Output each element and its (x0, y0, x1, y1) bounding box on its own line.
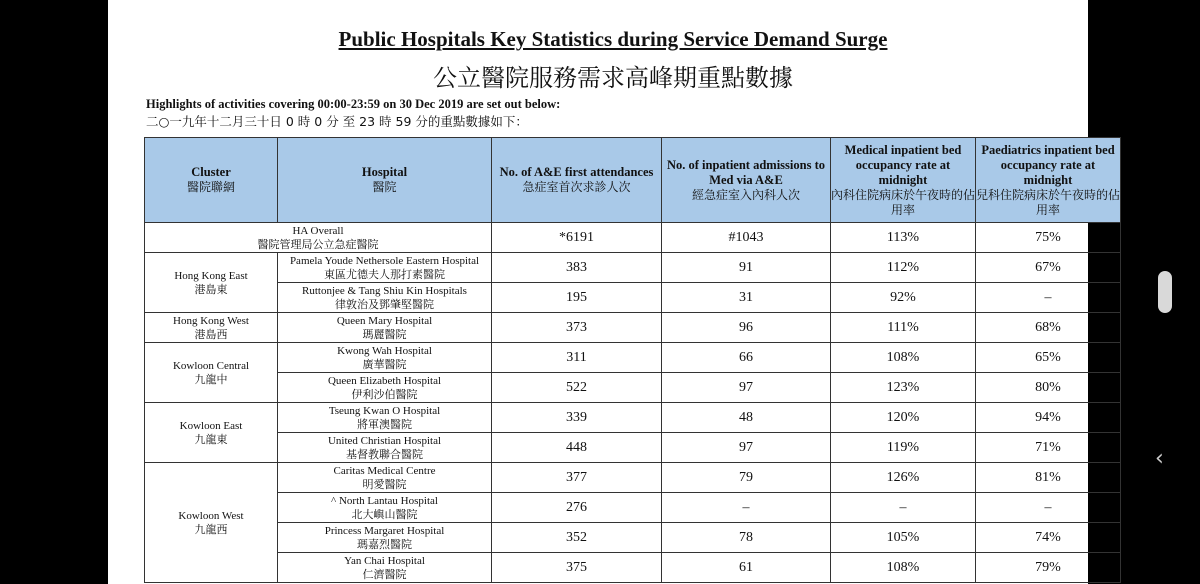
highlight-english: Highlights of activities covering 00:00-23:59 on 30 Dec 2019 are set out below: (146, 97, 561, 111)
cell-paed-occupancy: 94% (976, 403, 1121, 433)
cell-paed-occupancy: 81% (976, 463, 1121, 493)
table-header-row (145, 138, 1121, 223)
table-row (145, 463, 1121, 493)
table-row (145, 253, 1121, 283)
table-row (145, 373, 1121, 403)
document-page (108, 0, 1121, 584)
cell-admissions: #1043 (662, 223, 831, 253)
header-cluster: Cluster 醫院聯網 (145, 138, 278, 223)
table-row (145, 343, 1121, 373)
cell-admissions: 66 (662, 343, 831, 373)
cell-ae: 522 (492, 373, 662, 403)
cluster-cell: Kowloon Central 九龍中 (145, 343, 278, 403)
hospital-cell: Yan Chai Hospital 仁濟醫院 (278, 553, 492, 583)
statistics-table (144, 137, 1121, 583)
cell-paed-occupancy: – (976, 283, 1121, 313)
table-row-overall (145, 223, 1121, 253)
highlight-chinese: 二○一九年十二月三十日 0 時 0 分 至 23 時 59 分的重點數據如下： (146, 114, 528, 129)
cell-med-occupancy: 108% (831, 553, 976, 583)
cell-paed-occupancy: 75% (976, 223, 1121, 253)
cell-paed-occupancy: 67% (976, 253, 1121, 283)
cell-med-occupancy: 112% (831, 253, 976, 283)
cell-med-occupancy: 126% (831, 463, 976, 493)
cell-med-occupancy: 111% (831, 313, 976, 343)
cell-admissions: 97 (662, 433, 831, 463)
cell-ae: 339 (492, 403, 662, 433)
table-row (145, 313, 1121, 343)
cell-ae: 375 (492, 553, 662, 583)
hospital-cell: Princess Margaret Hospital 瑪嘉烈醫院 (278, 523, 492, 553)
title-english: Public Hospitals Key Statistics during Service Demand Surge (338, 27, 888, 51)
scrollbar-thumb[interactable] (1158, 271, 1172, 313)
cell-ae: 195 (492, 283, 662, 313)
cell-admissions: 97 (662, 373, 831, 403)
cell-admissions: 61 (662, 553, 831, 583)
cell-paed-occupancy: 79% (976, 553, 1121, 583)
header-medical-occupancy: Medical inpatient bed occupancy rate at midnight 內科住院病床於午夜時的佔用率 (831, 138, 976, 223)
cluster-cell: Kowloon East 九龍東 (145, 403, 278, 463)
cell-med-occupancy: 120% (831, 403, 976, 433)
hospital-cell: Ruttonjee & Tang Shiu Kin Hospitals 律敦治及鄧肇堅醫院 (278, 283, 492, 313)
cluster-cell: Kowloon West 九龍西 (145, 463, 278, 583)
cluster-cell: Hong Kong West 港島西 (145, 313, 278, 343)
cell-admissions: 91 (662, 253, 831, 283)
cell-med-occupancy: 105% (831, 523, 976, 553)
overall-label: HA Overall 醫院管理局公立急症醫院 (145, 223, 492, 253)
cell-admissions: 31 (662, 283, 831, 313)
chevron-left-icon[interactable]: ‹ (1155, 446, 1164, 471)
cell-paed-occupancy: – (976, 493, 1121, 523)
table-row (145, 523, 1121, 553)
cell-paed-occupancy: 80% (976, 373, 1121, 403)
cell-med-occupancy: – (831, 493, 976, 523)
header-hospital: Hospital 醫院 (278, 138, 492, 223)
table-row (145, 403, 1121, 433)
cell-admissions: 78 (662, 523, 831, 553)
table-row (145, 283, 1121, 313)
cell-admissions: 48 (662, 403, 831, 433)
cell-admissions: 79 (662, 463, 831, 493)
header-paediatrics-occupancy: Paediatrics inpatient bed occupancy rate at midnight 兒科住院病床於午夜時的佔用率 (976, 138, 1121, 223)
cell-paed-occupancy: 71% (976, 433, 1121, 463)
cell-med-occupancy: 92% (831, 283, 976, 313)
hospital-cell: Queen Mary Hospital 瑪麗醫院 (278, 313, 492, 343)
cell-ae: 276 (492, 493, 662, 523)
header-ae-attendances: No. of A&E first attendances 急症室首次求診人次 (492, 138, 662, 223)
cell-med-occupancy: 113% (831, 223, 976, 253)
hospital-cell: Kwong Wah Hospital 廣華醫院 (278, 343, 492, 373)
cell-med-occupancy: 108% (831, 343, 976, 373)
hospital-cell: Pamela Youde Nethersole Eastern Hospital 東區尤德夫人那打素醫院 (278, 253, 492, 283)
cell-ae: 373 (492, 313, 662, 343)
header-admissions: No. of inpatient admissions to Med via A&E 經急症室入內科人次 (662, 138, 831, 223)
cell-ae: 311 (492, 343, 662, 373)
cell-admissions: – (662, 493, 831, 523)
cell-paed-occupancy: 68% (976, 313, 1121, 343)
hospital-cell: Caritas Medical Centre 明愛醫院 (278, 463, 492, 493)
title-chinese: 公立醫院服務需求高峰期重點數據 (433, 64, 793, 92)
cell-paed-occupancy: 65% (976, 343, 1121, 373)
hospital-cell: ^ North Lantau Hospital 北大嶼山醫院 (278, 493, 492, 523)
cell-ae: 377 (492, 463, 662, 493)
cell-admissions: 96 (662, 313, 831, 343)
table-row (145, 433, 1121, 463)
hospital-cell: Queen Elizabeth Hospital 伊利沙伯醫院 (278, 373, 492, 403)
cell-med-occupancy: 123% (831, 373, 976, 403)
cluster-cell: Hong Kong East 港島東 (145, 253, 278, 313)
cell-ae: 383 (492, 253, 662, 283)
cell-med-occupancy: 119% (831, 433, 976, 463)
hospital-cell: United Christian Hospital 基督教聯合醫院 (278, 433, 492, 463)
hospital-cell: Tseung Kwan O Hospital 將軍澳醫院 (278, 403, 492, 433)
table-row (145, 553, 1121, 583)
cell-ae: 352 (492, 523, 662, 553)
table-row (145, 493, 1121, 523)
cell-ae: *6191 (492, 223, 662, 253)
cell-paed-occupancy: 74% (976, 523, 1121, 553)
cell-ae: 448 (492, 433, 662, 463)
